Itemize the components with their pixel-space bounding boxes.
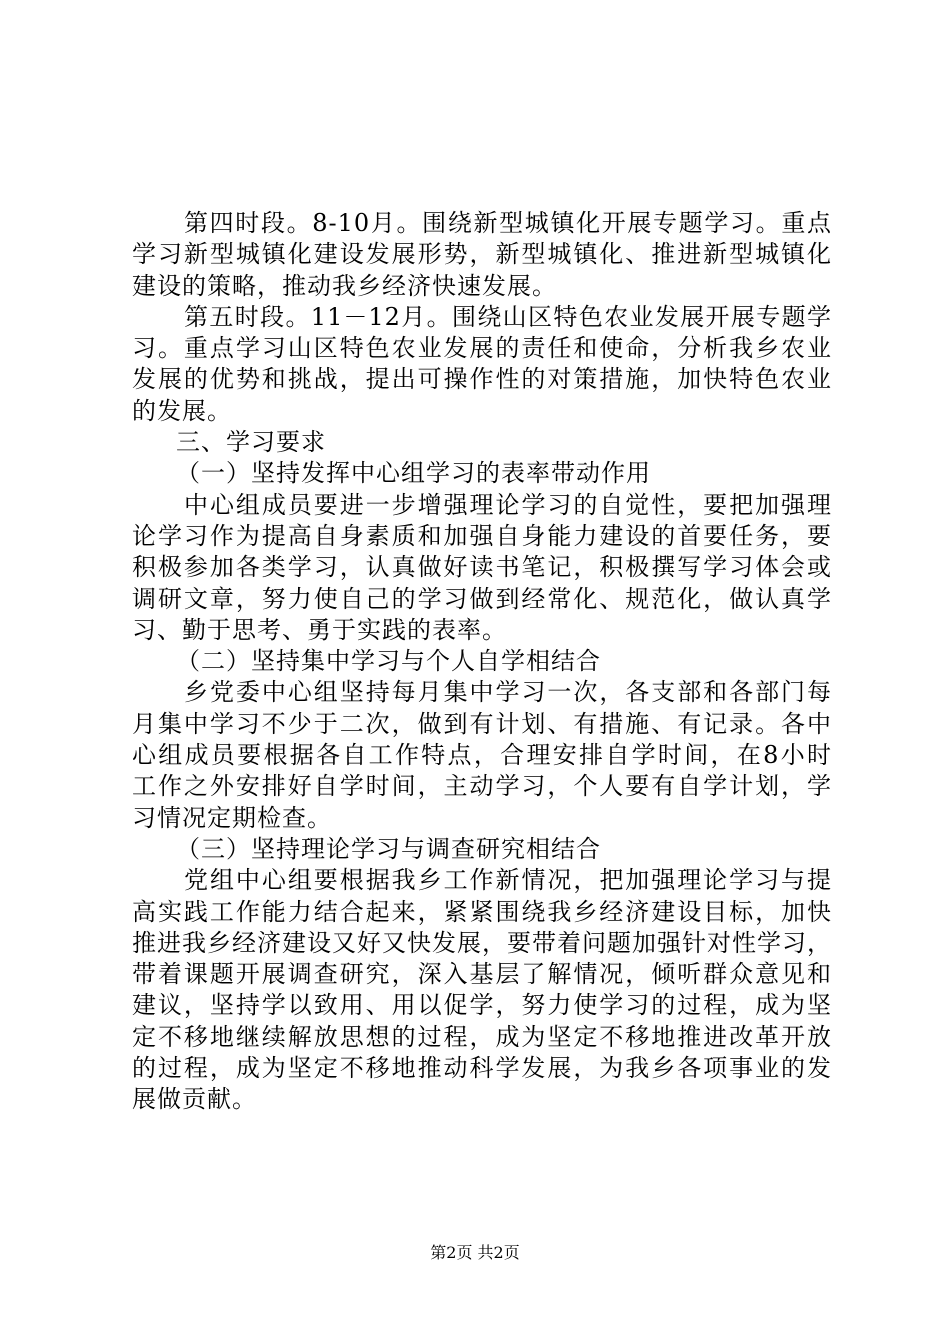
text-line: 学习新型城镇化建设发展形势，新型城镇化、推进新型城镇化 bbox=[132, 240, 832, 269]
text-line: （一）坚持发挥中心组学习的表率带动作用 bbox=[176, 459, 651, 488]
text-line: 建议，坚持学以致用、用以促学，努力使学习的过程，成为坚 bbox=[132, 991, 832, 1020]
text-line: 心组成员要根据各自工作特点，合理安排自学时间，在8小时 bbox=[132, 741, 832, 770]
text-line: 习情况定期检查。 bbox=[132, 803, 332, 832]
text-line: 定不移地继续解放思想的过程，成为坚定不移地推进改革开放 bbox=[132, 1022, 832, 1051]
text-line: 三、学习要求 bbox=[176, 428, 326, 457]
text-line: （二）坚持集中学习与个人自学相结合 bbox=[176, 647, 601, 676]
text-line: 第五时段。11－12月。围绕山区特色农业发展开展专题学 bbox=[184, 302, 832, 331]
text-line: 发展的优势和挑战，提出可操作性的对策措施，加快特色农业 bbox=[132, 365, 832, 394]
text-line: 高实践工作能力结合起来，紧紧围绕我乡经济建设目标，加快 bbox=[132, 897, 832, 926]
text-line: 习。重点学习山区特色农业发展的责任和使命，分析我乡农业 bbox=[132, 334, 832, 363]
text-line: 调研文章，努力使自己的学习做到经常化、规范化，做认真学 bbox=[132, 584, 832, 613]
text-line: 月集中学习不少于二次，做到有计划、有措施、有记录。各中 bbox=[132, 709, 832, 738]
text-line: 习、勤于思考、勇于实践的表率。 bbox=[132, 615, 507, 644]
text-line: 论学习作为提高自身素质和加强自身能力建设的首要任务，要 bbox=[132, 521, 832, 550]
text-line: 积极参加各类学习，认真做好读书笔记，积极撰写学习体会或 bbox=[132, 553, 832, 582]
page-footer: 第2页 共2页 bbox=[430, 1243, 520, 1262]
text-line: 建设的策略，推动我乡经济快速发展。 bbox=[132, 271, 557, 300]
text-line: （三）坚持理论学习与调查研究相结合 bbox=[176, 834, 601, 863]
text-line: 党组中心组要根据我乡工作新情况，把加强理论学习与提 bbox=[184, 866, 832, 895]
text-line: 工作之外安排好自学时间，主动学习，个人要有自学计划，学 bbox=[132, 772, 832, 801]
text-line: 的发展。 bbox=[132, 396, 232, 425]
text-line: 展做贡献。 bbox=[132, 1085, 257, 1114]
text-line: 带着课题开展调查研究，深入基层了解情况，倾听群众意见和 bbox=[132, 960, 832, 989]
text-line: 第四时段。8-10月。围绕新型城镇化开展专题学习。重点 bbox=[184, 209, 832, 237]
text-line: 的过程，成为坚定不移地推动科学发展，为我乡各项事业的发 bbox=[132, 1054, 832, 1083]
text-line: 乡党委中心组坚持每月集中学习一次，各支部和各部门每 bbox=[184, 678, 832, 707]
text-line: 推进我乡经济建设又好又快发展，要带着问题加强针对性学习， bbox=[132, 928, 832, 957]
document-body bbox=[132, 208, 832, 1116]
text-line: 中心组成员要进一步增强理论学习的自觉性，要把加强理 bbox=[184, 490, 832, 519]
